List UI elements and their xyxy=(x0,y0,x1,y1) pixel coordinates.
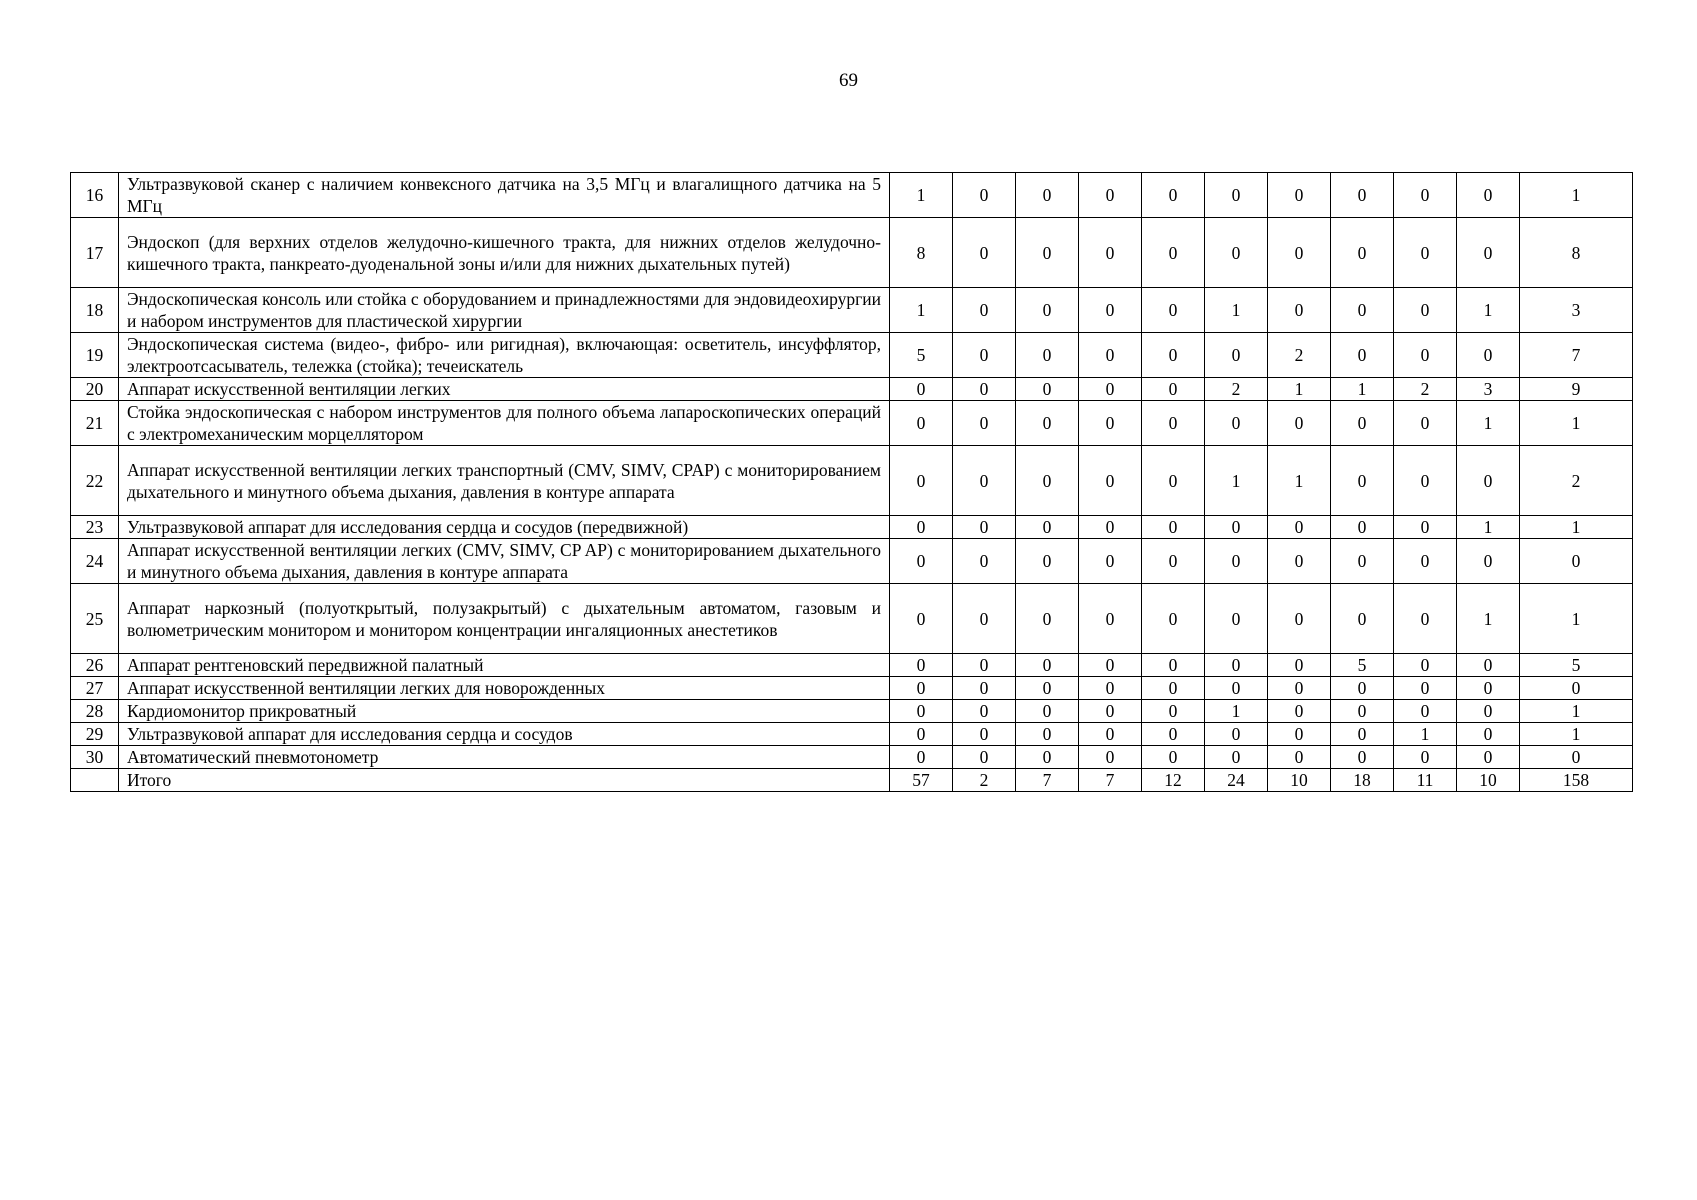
value-cell: 0 xyxy=(1079,746,1142,769)
value-cell: 0 xyxy=(1142,677,1205,700)
table-row xyxy=(71,218,1633,288)
value-cell: 0 xyxy=(1205,218,1268,288)
value-cell: 0 xyxy=(953,401,1016,446)
equipment-name-cell: Эндоскопическая консоль или стойка с оборудованием и принадлежностями для эндовидеохирургии и набором инструментов для пластической хирургии xyxy=(119,288,890,333)
value-cell: 1 xyxy=(890,288,953,333)
total-cell: 8 xyxy=(1520,218,1633,288)
value-cell: 0 xyxy=(1079,446,1142,516)
value-cell: 0 xyxy=(1142,218,1205,288)
value-cell: 0 xyxy=(1331,333,1394,378)
value-cell: 0 xyxy=(1016,218,1079,288)
value-cell: 0 xyxy=(1394,654,1457,677)
table-row xyxy=(71,516,1633,539)
value-cell: 5 xyxy=(1331,654,1394,677)
value-cell: 0 xyxy=(1331,746,1394,769)
value-cell: 1 xyxy=(1205,700,1268,723)
value-cell: 0 xyxy=(1016,378,1079,401)
value-cell: 1 xyxy=(1457,401,1520,446)
value-cell: 0 xyxy=(953,723,1016,746)
value-cell: 7 xyxy=(1016,769,1079,792)
value-cell: 0 xyxy=(1142,539,1205,584)
value-cell: 0 xyxy=(1331,288,1394,333)
value-cell: 0 xyxy=(1394,333,1457,378)
value-cell: 0 xyxy=(1205,584,1268,654)
value-cell: 1 xyxy=(1268,378,1331,401)
table-row xyxy=(71,173,1633,218)
value-cell: 0 xyxy=(1394,218,1457,288)
equipment-name-cell: Кардиомонитор прикроватный xyxy=(119,700,890,723)
table-row xyxy=(71,288,1633,333)
row-number-cell: 22 xyxy=(71,446,119,516)
value-cell: 0 xyxy=(1016,584,1079,654)
value-cell: 24 xyxy=(1205,769,1268,792)
value-cell: 0 xyxy=(1079,700,1142,723)
value-cell: 0 xyxy=(953,654,1016,677)
row-number-cell: 16 xyxy=(71,173,119,218)
total-cell: 5 xyxy=(1520,654,1633,677)
value-cell: 0 xyxy=(953,584,1016,654)
value-cell: 0 xyxy=(1394,446,1457,516)
value-cell: 0 xyxy=(1205,723,1268,746)
value-cell: 0 xyxy=(1268,723,1331,746)
row-number-cell: 18 xyxy=(71,288,119,333)
value-cell: 0 xyxy=(1016,333,1079,378)
value-cell: 57 xyxy=(890,769,953,792)
total-cell: 3 xyxy=(1520,288,1633,333)
value-cell: 2 xyxy=(953,769,1016,792)
row-number-cell: 29 xyxy=(71,723,119,746)
value-cell: 5 xyxy=(890,333,953,378)
value-cell: 0 xyxy=(1394,700,1457,723)
value-cell: 0 xyxy=(1394,677,1457,700)
table-row xyxy=(71,401,1633,446)
value-cell: 0 xyxy=(1079,539,1142,584)
value-cell: 0 xyxy=(953,677,1016,700)
row-number-cell: 19 xyxy=(71,333,119,378)
total-cell: 2 xyxy=(1520,446,1633,516)
value-cell: 0 xyxy=(1268,173,1331,218)
row-number-cell: 24 xyxy=(71,539,119,584)
value-cell: 0 xyxy=(1205,516,1268,539)
value-cell: 0 xyxy=(1079,654,1142,677)
value-cell: 0 xyxy=(1205,746,1268,769)
value-cell: 0 xyxy=(1142,516,1205,539)
value-cell: 0 xyxy=(1457,333,1520,378)
value-cell: 0 xyxy=(1205,333,1268,378)
table-body xyxy=(71,173,1633,792)
table-row xyxy=(71,769,1633,792)
value-cell: 0 xyxy=(890,700,953,723)
value-cell: 18 xyxy=(1331,769,1394,792)
row-number-cell: 23 xyxy=(71,516,119,539)
value-cell: 0 xyxy=(1268,516,1331,539)
table-row xyxy=(71,539,1633,584)
row-number-cell: 17 xyxy=(71,218,119,288)
value-cell: 0 xyxy=(1268,218,1331,288)
row-number-cell: 27 xyxy=(71,677,119,700)
value-cell: 2 xyxy=(1394,378,1457,401)
value-cell: 1 xyxy=(890,173,953,218)
value-cell: 0 xyxy=(1268,677,1331,700)
value-cell: 11 xyxy=(1394,769,1457,792)
total-cell: 1 xyxy=(1520,723,1633,746)
total-cell: 9 xyxy=(1520,378,1633,401)
value-cell: 1 xyxy=(1268,446,1331,516)
total-cell: 1 xyxy=(1520,584,1633,654)
value-cell: 0 xyxy=(1142,746,1205,769)
value-cell: 0 xyxy=(953,539,1016,584)
value-cell: 0 xyxy=(1079,584,1142,654)
value-cell: 2 xyxy=(1268,333,1331,378)
total-cell: 158 xyxy=(1520,769,1633,792)
equipment-name-cell: Итого xyxy=(119,769,890,792)
value-cell: 0 xyxy=(1268,700,1331,723)
value-cell: 0 xyxy=(953,218,1016,288)
value-cell: 0 xyxy=(953,288,1016,333)
value-cell: 12 xyxy=(1142,769,1205,792)
value-cell: 0 xyxy=(1331,401,1394,446)
value-cell: 0 xyxy=(1394,584,1457,654)
value-cell: 0 xyxy=(1079,401,1142,446)
value-cell: 0 xyxy=(1394,516,1457,539)
value-cell: 0 xyxy=(1079,333,1142,378)
value-cell: 0 xyxy=(953,173,1016,218)
value-cell: 0 xyxy=(1457,700,1520,723)
row-number-cell xyxy=(71,769,119,792)
value-cell: 7 xyxy=(1079,769,1142,792)
equipment-name-cell: Аппарат искусственной вентиляции легких транспортный (CMV, SIMV, CPAP) с мониторированием дыхательного и минутного объема дыхания, давления в контуре аппарата xyxy=(119,446,890,516)
value-cell: 0 xyxy=(1331,446,1394,516)
total-cell: 1 xyxy=(1520,516,1633,539)
value-cell: 0 xyxy=(1016,446,1079,516)
equipment-table xyxy=(70,172,1633,792)
value-cell: 0 xyxy=(890,584,953,654)
value-cell: 0 xyxy=(1394,288,1457,333)
total-cell: 7 xyxy=(1520,333,1633,378)
value-cell: 0 xyxy=(1205,654,1268,677)
value-cell: 0 xyxy=(1079,288,1142,333)
value-cell: 0 xyxy=(1016,288,1079,333)
value-cell: 0 xyxy=(1331,516,1394,539)
value-cell: 0 xyxy=(1394,401,1457,446)
equipment-name-cell: Эндоскопическая система (видео-, фибро- или ригидная), включающая: осветитель, инсуффлятор, электроотсасыватель, тележка (стойка); течеискатель xyxy=(119,333,890,378)
value-cell: 0 xyxy=(1205,677,1268,700)
value-cell: 0 xyxy=(1079,677,1142,700)
value-cell: 3 xyxy=(1457,378,1520,401)
value-cell: 0 xyxy=(890,401,953,446)
value-cell: 0 xyxy=(1142,333,1205,378)
value-cell: 0 xyxy=(1016,401,1079,446)
value-cell: 8 xyxy=(890,218,953,288)
value-cell: 0 xyxy=(953,700,1016,723)
value-cell: 0 xyxy=(890,516,953,539)
equipment-name-cell: Стойка эндоскопическая с набором инструментов для полного объема лапароскопических операций с электромеханическим морцеллятором xyxy=(119,401,890,446)
value-cell: 0 xyxy=(1331,539,1394,584)
value-cell: 1 xyxy=(1394,723,1457,746)
value-cell: 0 xyxy=(1457,654,1520,677)
value-cell: 0 xyxy=(1016,539,1079,584)
value-cell: 0 xyxy=(1016,700,1079,723)
value-cell: 0 xyxy=(1331,173,1394,218)
total-cell: 0 xyxy=(1520,677,1633,700)
value-cell: 0 xyxy=(1457,539,1520,584)
table-row xyxy=(71,677,1633,700)
value-cell: 0 xyxy=(890,446,953,516)
value-cell: 0 xyxy=(1268,401,1331,446)
value-cell: 0 xyxy=(890,539,953,584)
value-cell: 0 xyxy=(1079,723,1142,746)
value-cell: 0 xyxy=(1331,584,1394,654)
total-cell: 1 xyxy=(1520,700,1633,723)
equipment-name-cell: Ультразвуковой сканер с наличием конвексного датчика на 3,5 МГц и влагалищного датчика на 5 МГц xyxy=(119,173,890,218)
value-cell: 0 xyxy=(890,677,953,700)
value-cell: 0 xyxy=(1016,677,1079,700)
table-row xyxy=(71,584,1633,654)
value-cell: 0 xyxy=(1457,173,1520,218)
value-cell: 0 xyxy=(1457,746,1520,769)
equipment-name-cell: Аппарат рентгеновский передвижной палатный xyxy=(119,654,890,677)
value-cell: 0 xyxy=(1016,654,1079,677)
total-cell: 0 xyxy=(1520,746,1633,769)
table-row xyxy=(71,378,1633,401)
value-cell: 0 xyxy=(1205,173,1268,218)
value-cell: 10 xyxy=(1457,769,1520,792)
value-cell: 1 xyxy=(1457,584,1520,654)
equipment-name-cell: Аппарат искусственной вентиляции легких для новорожденных xyxy=(119,677,890,700)
row-number-cell: 26 xyxy=(71,654,119,677)
value-cell: 0 xyxy=(953,516,1016,539)
value-cell: 0 xyxy=(890,723,953,746)
row-number-cell: 30 xyxy=(71,746,119,769)
value-cell: 0 xyxy=(1142,723,1205,746)
row-number-cell: 20 xyxy=(71,378,119,401)
value-cell: 0 xyxy=(1394,173,1457,218)
value-cell: 0 xyxy=(890,378,953,401)
value-cell: 0 xyxy=(1268,584,1331,654)
value-cell: 0 xyxy=(1142,401,1205,446)
value-cell: 0 xyxy=(1079,218,1142,288)
table-row xyxy=(71,333,1633,378)
table-row xyxy=(71,723,1633,746)
equipment-name-cell: Ультразвуковой аппарат для исследования сердца и сосудов xyxy=(119,723,890,746)
value-cell: 0 xyxy=(1457,677,1520,700)
value-cell: 0 xyxy=(1331,700,1394,723)
value-cell: 0 xyxy=(1079,173,1142,218)
table-row xyxy=(71,654,1633,677)
page-number: 69 xyxy=(839,70,858,91)
value-cell: 0 xyxy=(1394,539,1457,584)
value-cell: 2 xyxy=(1205,378,1268,401)
value-cell: 0 xyxy=(1142,584,1205,654)
value-cell: 1 xyxy=(1205,288,1268,333)
value-cell: 0 xyxy=(953,333,1016,378)
value-cell: 0 xyxy=(890,746,953,769)
value-cell: 1 xyxy=(1205,446,1268,516)
value-cell: 0 xyxy=(1457,218,1520,288)
value-cell: 0 xyxy=(1079,378,1142,401)
value-cell: 1 xyxy=(1331,378,1394,401)
table-row xyxy=(71,746,1633,769)
equipment-name-cell: Автоматический пневмотонометр xyxy=(119,746,890,769)
value-cell: 0 xyxy=(1268,539,1331,584)
value-cell: 0 xyxy=(890,654,953,677)
value-cell: 1 xyxy=(1457,516,1520,539)
total-cell: 0 xyxy=(1520,539,1633,584)
value-cell: 0 xyxy=(1331,677,1394,700)
value-cell: 0 xyxy=(1142,700,1205,723)
equipment-name-cell: Аппарат наркозный (полуоткрытый, полузакрытый) с дыхательным автоматом, газовым и волюметрическим монитором и монитором концентрации ингаляционных анестетиков xyxy=(119,584,890,654)
table-row xyxy=(71,446,1633,516)
total-cell: 1 xyxy=(1520,401,1633,446)
row-number-cell: 28 xyxy=(71,700,119,723)
value-cell: 0 xyxy=(1079,516,1142,539)
value-cell: 0 xyxy=(1142,173,1205,218)
value-cell: 0 xyxy=(1205,539,1268,584)
value-cell: 0 xyxy=(953,378,1016,401)
equipment-name-cell: Аппарат искусственной вентиляции легких xyxy=(119,378,890,401)
row-number-cell: 25 xyxy=(71,584,119,654)
value-cell: 0 xyxy=(1142,378,1205,401)
equipment-name-cell: Аппарат искусственной вентиляции легких (CMV, SIMV, CP AP) с мониторированием дыхательного и минутного объема дыхания, давления в контуре аппарата xyxy=(119,539,890,584)
value-cell: 0 xyxy=(1394,746,1457,769)
value-cell: 10 xyxy=(1268,769,1331,792)
value-cell: 0 xyxy=(1331,218,1394,288)
table-row xyxy=(71,700,1633,723)
value-cell: 1 xyxy=(1457,288,1520,333)
value-cell: 0 xyxy=(953,446,1016,516)
value-cell: 0 xyxy=(1268,654,1331,677)
value-cell: 0 xyxy=(1142,288,1205,333)
value-cell: 0 xyxy=(1331,723,1394,746)
value-cell: 0 xyxy=(953,746,1016,769)
value-cell: 0 xyxy=(1457,723,1520,746)
value-cell: 0 xyxy=(1268,746,1331,769)
value-cell: 0 xyxy=(1457,446,1520,516)
value-cell: 0 xyxy=(1016,723,1079,746)
value-cell: 0 xyxy=(1142,446,1205,516)
equipment-name-cell: Ультразвуковой аппарат для исследования сердца и сосудов (передвижной) xyxy=(119,516,890,539)
value-cell: 0 xyxy=(1268,288,1331,333)
value-cell: 0 xyxy=(1142,654,1205,677)
value-cell: 0 xyxy=(1016,516,1079,539)
row-number-cell: 21 xyxy=(71,401,119,446)
total-cell: 1 xyxy=(1520,173,1633,218)
equipment-name-cell: Эндоскоп (для верхних отделов желудочно-кишечного тракта, для нижних отделов желудочно-кишечного тракта, панкреато-дуоденальной зоны и/или для нижних дыхательных путей) xyxy=(119,218,890,288)
value-cell: 0 xyxy=(1205,401,1268,446)
value-cell: 0 xyxy=(1016,746,1079,769)
value-cell: 0 xyxy=(1016,173,1079,218)
